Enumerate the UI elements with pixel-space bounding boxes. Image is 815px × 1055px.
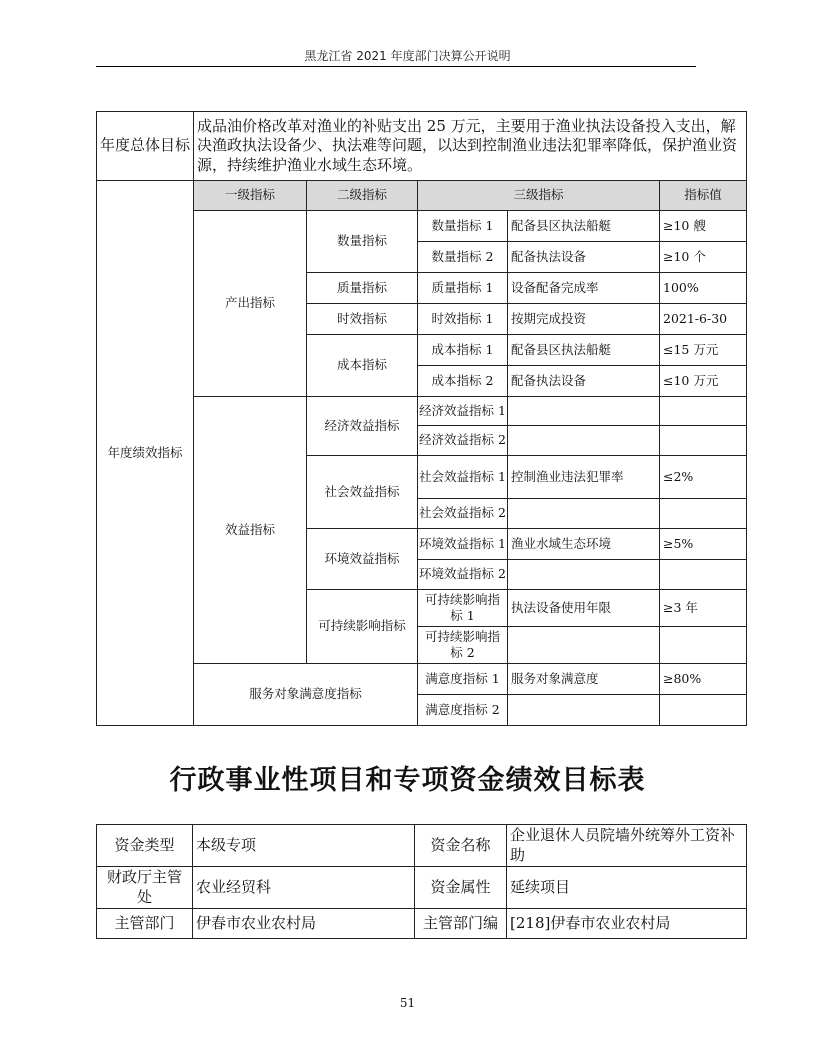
header-level3: 三级指标	[418, 181, 660, 211]
indicator-value: ≥10 个	[660, 242, 747, 273]
environment-indicator-label: 环境效益指标	[307, 529, 418, 590]
indicator-name: 满意度指标 1	[418, 664, 508, 695]
fund-type-label: 资金类型	[97, 825, 193, 867]
indicator-name: 经济效益指标 1	[418, 397, 508, 426]
indicator-name: 成本指标 1	[418, 335, 508, 366]
fund-attribute-label: 资金属性	[415, 867, 507, 909]
indicator-value: ≥3 年	[660, 590, 747, 627]
indicator-value: ≤10 万元	[660, 366, 747, 397]
indicator-content: 执法设备使用年限	[508, 590, 660, 627]
social-indicator-label: 社会效益指标	[307, 456, 418, 529]
indicator-content	[508, 695, 660, 726]
indicator-name: 经济效益指标 2	[418, 426, 508, 456]
indicator-value: ≤2%	[660, 456, 747, 499]
fund-info-table	[96, 824, 747, 939]
indicator-value	[660, 499, 747, 529]
quality-indicator-label: 质量指标	[307, 273, 418, 304]
indicator-content: 配备执法设备	[508, 366, 660, 397]
benefit-indicator-label: 效益指标	[194, 397, 307, 664]
indicator-value: ≥5%	[660, 529, 747, 560]
indicator-value	[660, 560, 747, 590]
indicator-value: 2021-6-30	[660, 304, 747, 335]
indicator-name: 数量指标 1	[418, 211, 508, 242]
indicator-name: 环境效益指标 1	[418, 529, 508, 560]
indicator-value: 100%	[660, 273, 747, 304]
indicator-name: 满意度指标 2	[418, 695, 508, 726]
supervising-dept-code-value: [218]伊春市农业农村局	[507, 909, 747, 939]
header-level1: 一级指标	[194, 181, 307, 211]
indicator-value: ≤15 万元	[660, 335, 747, 366]
header-value: 指标值	[660, 181, 747, 211]
header-rule	[96, 66, 696, 67]
satisfaction-indicator-label: 服务对象满意度指标	[194, 664, 418, 726]
indicator-name: 时效指标 1	[418, 304, 508, 335]
page-number: 51	[399, 996, 416, 1010]
overall-goal-label: 年度总体目标	[97, 112, 194, 181]
indicator-value	[660, 397, 747, 426]
indicator-name: 可持续影响指标 1	[418, 590, 508, 627]
indicator-content	[508, 560, 660, 590]
indicator-name: 数量指标 2	[418, 242, 508, 273]
quantity-indicator-label: 数量指标	[307, 211, 418, 273]
indicator-content	[508, 426, 660, 456]
finance-division-label: 财政厅主管处	[97, 867, 193, 909]
fund-name-value: 企业退休人员院墙外统筹外工资补助	[507, 825, 747, 867]
indicator-content: 按期完成投资	[508, 304, 660, 335]
output-indicator-label: 产出指标	[194, 211, 307, 397]
indicator-name: 质量指标 1	[418, 273, 508, 304]
perf-indicator-label: 年度绩效指标	[97, 181, 194, 726]
indicator-content: 服务对象满意度	[508, 664, 660, 695]
indicator-value	[660, 627, 747, 664]
indicator-name: 成本指标 2	[418, 366, 508, 397]
header-level2: 二级指标	[307, 181, 418, 211]
indicator-content: 控制渔业违法犯罪率	[508, 456, 660, 499]
supervising-dept-code-label: 主管部门编	[415, 909, 507, 939]
indicator-content: 配备县区执法船艇	[508, 211, 660, 242]
overall-goal-text: 成品油价格改革对渔业的补贴支出 25 万元，主要用于渔业执法设备投入支出，解决渔政执法设备少、执法难等问题，以达到控制渔业违法犯罪率降低，保护渔业资源，持续维护渔业水域生态环境。	[194, 112, 747, 181]
fund-name-label: 资金名称	[415, 825, 507, 867]
page-header: 黑龙江省 2021 年度部门决算公开说明	[304, 49, 511, 63]
indicator-name: 社会效益指标 2	[418, 499, 508, 529]
indicator-value: ≥10 艘	[660, 211, 747, 242]
performance-table	[96, 111, 747, 726]
section-title: 行政事业性项目和专项资金绩效目标表	[169, 765, 646, 796]
supervising-dept-value: 伊春市农业农村局	[193, 909, 415, 939]
indicator-name: 可持续影响指标 2	[418, 627, 508, 664]
indicator-name: 环境效益指标 2	[418, 560, 508, 590]
cost-indicator-label: 成本指标	[307, 335, 418, 397]
sustainability-indicator-label: 可持续影响指标	[307, 590, 418, 664]
indicator-content	[508, 499, 660, 529]
indicator-content: 配备县区执法船艇	[508, 335, 660, 366]
finance-division-value: 农业经贸科	[193, 867, 415, 909]
indicator-value	[660, 426, 747, 456]
economic-indicator-label: 经济效益指标	[307, 397, 418, 456]
supervising-dept-label: 主管部门	[97, 909, 193, 939]
indicator-content: 设备配备完成率	[508, 273, 660, 304]
timeliness-indicator-label: 时效指标	[307, 304, 418, 335]
fund-attribute-value: 延续项目	[507, 867, 747, 909]
indicator-value: ≥80%	[660, 664, 747, 695]
indicator-content: 渔业水域生态环境	[508, 529, 660, 560]
indicator-name: 社会效益指标 1	[418, 456, 508, 499]
indicator-content	[508, 397, 660, 426]
indicator-content: 配备执法设备	[508, 242, 660, 273]
indicator-value	[660, 695, 747, 726]
indicator-content	[508, 627, 660, 664]
fund-type-value: 本级专项	[193, 825, 415, 867]
